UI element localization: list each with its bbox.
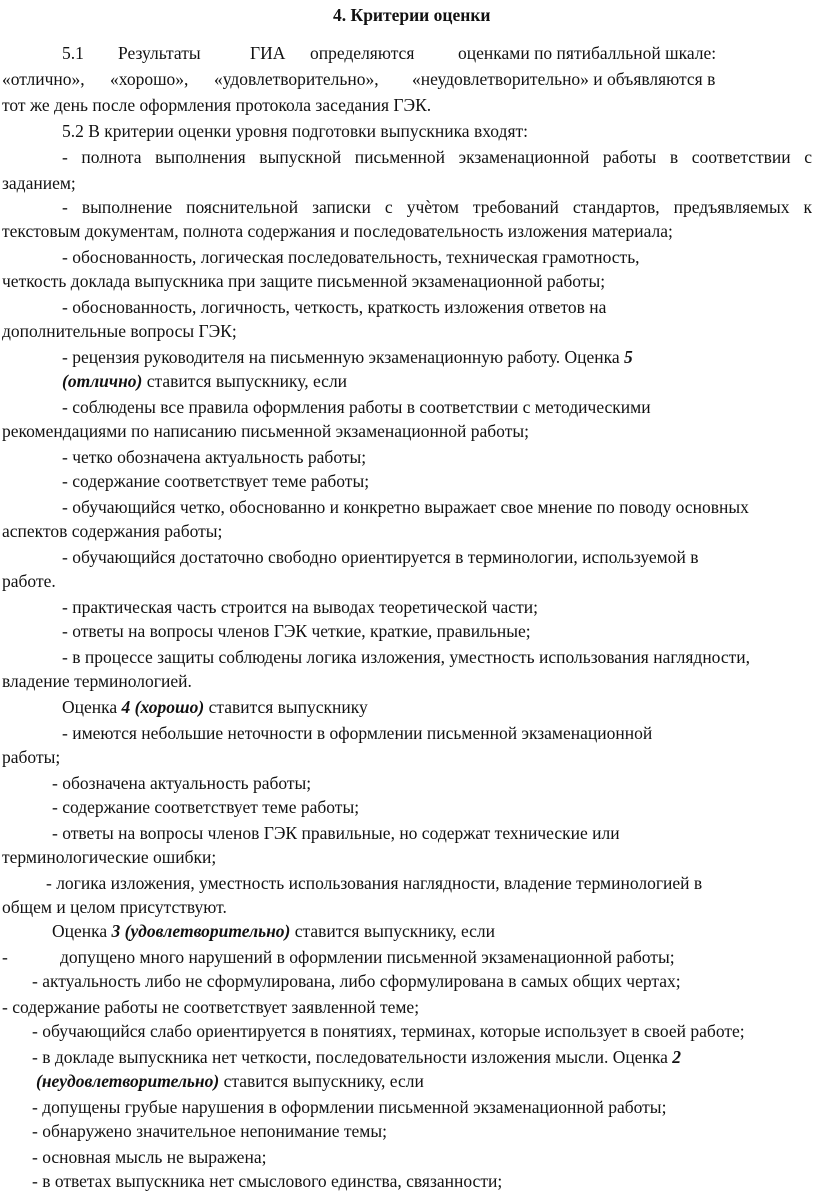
- grade-4-item-5-line-2: общем и целом присутствуют.: [2, 897, 227, 917]
- grade-2-number: 2: [672, 1047, 682, 1067]
- grade-5-suffix: ставится выпускнику, если: [142, 371, 348, 391]
- grade-5-item-8-line-2: владение терминологией.: [2, 671, 192, 691]
- p51-w1: 5.1: [62, 43, 84, 63]
- criterion-4-line-2: дополнительные вопросы ГЭК;: [2, 321, 237, 341]
- grade-5-item-8-line-1: - в процессе защиты соблюдены логика изложения, уместность использования наглядности,: [62, 647, 751, 667]
- grade-4-label: 4 (хорошо): [121, 697, 205, 717]
- grade-3-suffix: ставится выпускнику, если: [290, 921, 496, 941]
- grade-5-label: (отлично): [62, 371, 143, 391]
- criterion-1-line-2: заданием;: [2, 173, 76, 193]
- paragraph-5-2: 5.2 В критерии оценки уровня подготовки выпускника входят:: [62, 121, 528, 141]
- criterion-2-line-1: - выполнение пояснительной записки с учѐтом требований стандартов, предъявляемых к: [62, 197, 812, 217]
- p51-w5: оценками по пятибалльной шкале:: [458, 43, 717, 63]
- grade-5-item-5-line-1: - обучающийся достаточно свободно ориентируется в терминологии, используемой в: [62, 547, 699, 567]
- criterion-3-line-1: - обоснованность, логическая последовательность, техническая грамотность,: [62, 247, 640, 267]
- criterion-5-line: [62, 346, 633, 368]
- grade-5-item-4-line-2: аспектов содержания работы;: [2, 521, 223, 541]
- grade-5-number: 5: [624, 347, 633, 367]
- grade-3-label: 3 (удовлетворительно): [111, 921, 291, 941]
- p51-w2: Результаты: [118, 43, 201, 63]
- p51-w3: ГИА: [250, 43, 286, 63]
- p51-grade-excellent: «отлично»,: [2, 69, 85, 89]
- p51-grade-good: «хорошо»,: [110, 69, 189, 89]
- grade-3-item-1-dash: -: [2, 947, 8, 967]
- grade-3-heading: [52, 920, 495, 942]
- grade-3-prefix: Оценка: [52, 921, 112, 941]
- grade-2-suffix: ставится выпускнику, если: [219, 1071, 424, 1091]
- p51-grade-satisfactory: «удовлетворительно»,: [214, 69, 379, 89]
- grade-3-item-5-text: - в докладе выпускника нет четкости, последовательности изложения мысли. Оценка: [32, 1047, 668, 1067]
- grade-4-item-5-line-1: - логика изложения, уместность использования наглядности, владение терминологией в: [46, 873, 703, 893]
- p51-w4: определяются: [310, 43, 415, 63]
- grade-3-item-1: допущено много нарушений в оформлении письменной экзаменационной работы;: [60, 947, 675, 967]
- paragraph-5-1-line-3: тот же день после оформления протокола заседания ГЭК.: [2, 95, 432, 115]
- grade-2-item-1: - допущены грубые нарушения в оформлении письменной экзаменационной работы;: [32, 1097, 667, 1117]
- grade-4-item-1-line-2: работы;: [2, 747, 61, 767]
- grade-5-item-6: - практическая часть строится на выводах теоретической части;: [62, 597, 538, 617]
- grade-3-item-2: - актуальность либо не сформулирована, либо сформулирована в самых общих чертах;: [32, 971, 681, 991]
- grade-2-heading: [36, 1070, 424, 1092]
- grade-2-item-3: - основная мысль не выражена;: [32, 1147, 267, 1167]
- grade-5-item-2: - четко обозначена актуальность работы;: [62, 447, 367, 467]
- grade-4-item-1-line-1: - имеются небольшие неточности в оформлении письменной экзаменационной: [62, 723, 653, 743]
- grade-4-item-4-line-2: терминологические ошибки;: [2, 847, 217, 867]
- grade-3-item-5: [32, 1046, 681, 1068]
- grade-4-heading: [62, 696, 368, 718]
- grade-2-label: (неудовлетворительно): [36, 1071, 220, 1091]
- grade-4-suffix: ставится выпускнику: [204, 697, 368, 717]
- grade-2-item-4: - в ответах выпускника нет смыслового единства, связанности;: [32, 1171, 503, 1191]
- criterion-1-line-1: - полнота выполнения выпускной письменной экзаменационной работы в соответствии с: [62, 147, 812, 167]
- grade-5-item-1-line-1: - соблюдены все правила оформления работы в соответствии с методическими: [62, 397, 651, 417]
- grade-3-item-3: - содержание работы не соответствует заявленной теме;: [2, 997, 420, 1017]
- grade-5-heading: [62, 370, 347, 392]
- criterion-2-line-2: текстовым документам, полнота содержания и последовательность изложения материала;: [2, 221, 673, 241]
- p51-grade-unsatisfactory: «неудовлетворительно» и объявляются в: [412, 69, 716, 89]
- grade-4-item-4-line-1: - ответы на вопросы членов ГЭК правильные, но содержат технические или: [52, 823, 620, 843]
- grade-4-item-2: - обозначена актуальность работы;: [52, 773, 312, 793]
- grade-5-item-1-line-2: рекомендациями по написанию письменной экзаменационной работы;: [2, 421, 529, 441]
- grade-4-item-3: - содержание соответствует теме работы;: [52, 797, 360, 817]
- section-heading: 4. Критерии оценки: [333, 5, 491, 25]
- grade-5-item-5-line-2: работе.: [2, 571, 56, 591]
- grade-2-item-2: - обнаружено значительное непонимание темы;: [32, 1121, 387, 1141]
- grade-4-prefix: Оценка: [62, 697, 122, 717]
- criterion-5-text: - рецензия руководителя на письменную экзаменационную работу. Оценка: [62, 347, 620, 367]
- criterion-3-line-2: четкость доклада выпускника при защите письменной экзаменационной работы;: [2, 271, 606, 291]
- grade-5-item-4-line-1: - обучающийся четко, обоснованно и конкретно выражает свое мнение по поводу основных: [62, 497, 749, 517]
- criterion-4-line-1: - обоснованность, логичность, четкость, краткость изложения ответов на: [62, 297, 607, 317]
- grade-3-item-4: - обучающийся слабо ориентируется в понятиях, терминах, которые использует в своей работе;: [32, 1021, 745, 1041]
- grade-5-item-7: - ответы на вопросы членов ГЭК четкие, краткие, правильные;: [62, 621, 531, 641]
- grade-5-item-3: - содержание соответствует теме работы;: [62, 471, 370, 491]
